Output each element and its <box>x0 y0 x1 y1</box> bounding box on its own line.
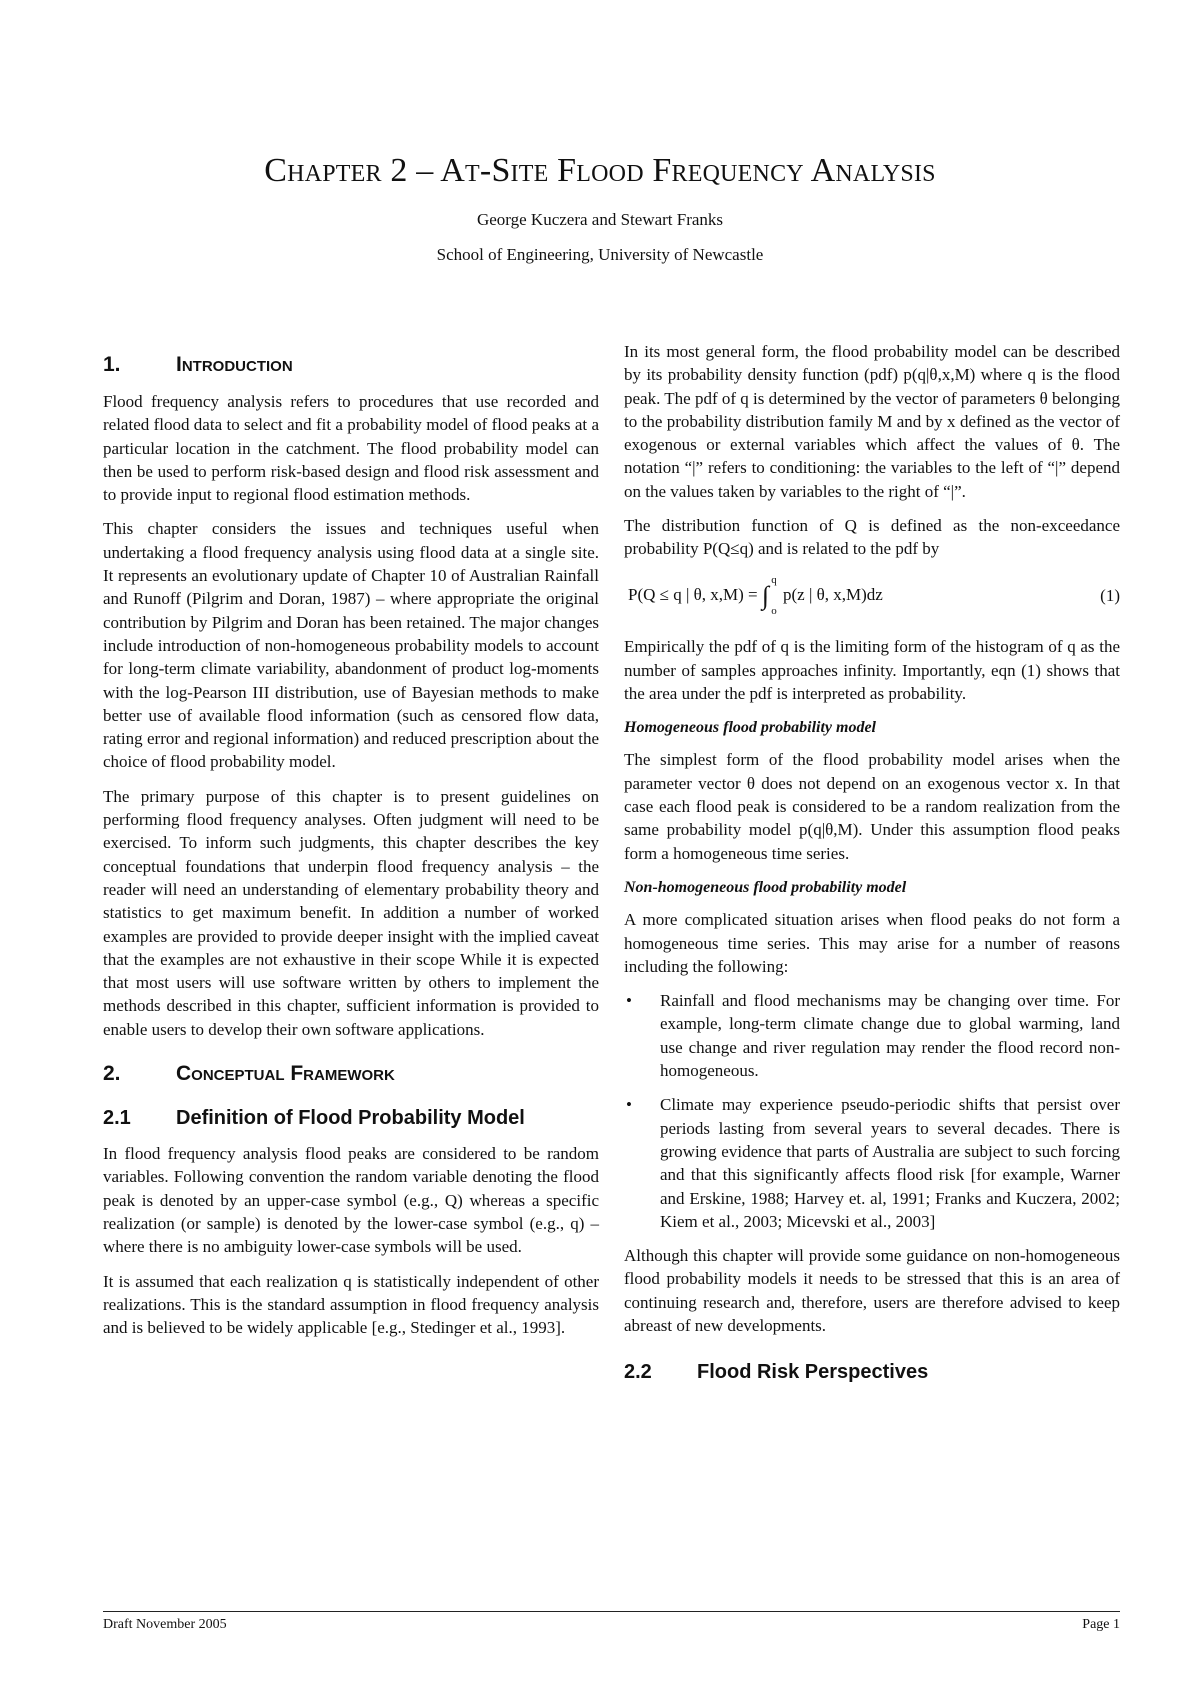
chapter-title: Chapter 2 – At-Site Flood Frequency Analysis <box>264 152 936 189</box>
subsection-heading-flood-risk <box>624 1359 1120 1386</box>
paragraph: Flood frequency analysis refers to procedures that use recorded and related flood data to select and fit a probability model of flood peaks at a particular location in the catchment. The flood probability model can then be used to perform risk-based design and flood risk assessment and to provide input to regional flood estimation methods. <box>103 392 599 505</box>
paragraph: Empirically the pdf of q is the limiting form of the histogram of q as the number of samples approaches infinity. Importantly, eqn (1) shows that the area under the pdf is interpreted as probability. <box>624 637 1120 703</box>
heading-homogeneous-model: Homogeneous flood probability model <box>624 719 876 737</box>
subsection-number: 2.2 <box>624 1361 652 1384</box>
subsection-title: Definition of Flood Probability Model <box>176 1107 525 1130</box>
footer-page-number: Page 1 <box>1082 1617 1120 1632</box>
paragraph: The simplest form of the flood probability model arises when the parameter vector θ does not depend on an exogenous vector x. In that case each flood peak is considered to be a random realization from the same probability model p(q|θ,M). Under this assumption flood peaks form a homogeneous time series. <box>624 750 1120 863</box>
integral-upper-limit: q <box>771 573 777 586</box>
list-item <box>624 1093 1120 1233</box>
paragraph: The distribution function of Q is defined as the non-exceedance probability P(Q≤q) and is related to the pdf by <box>624 516 1120 559</box>
paragraph: Although this chapter will provide some guidance on non-homogeneous flood probability models it needs to be stressed that this is an area of continuing research and, therefore, users are therefore advised to keep abreast of new developments. <box>624 1246 1120 1335</box>
paragraph: This chapter considers the issues and techniques useful when undertaking a flood frequency analysis using flood data at a single site. It represents an evolutionary update of Chapter 10 of Australian Rainfall and Runoff (Pilgrim and Doran, 1987) – where appropriate the original contribution by Pilgrim and Doran has been retained. The major changes include introduction of non-homogeneous probability models to account for long-term climate variability, abandonment of product log-moments with the log-Pearson III distribution, use of Bayesian methods to make better use of available flood information (such as censored flow data, rating error and regional information) and reduced prescription about the choice of flood probability model. <box>103 519 599 772</box>
section-heading-conceptual-framework <box>103 1061 599 1087</box>
bullet-icon: • <box>626 1095 632 1115</box>
paragraph: A more complicated situation arises when flood peaks do not form a homogeneous time series. This may arise for a number of reasons including the following: <box>624 910 1120 976</box>
right-column <box>624 340 1120 1396</box>
subsection-number: 2.1 <box>103 1107 131 1130</box>
section-heading-introduction <box>103 352 599 378</box>
equation-number: (1) <box>1100 586 1120 606</box>
bullet-list <box>624 989 1120 1233</box>
equation-lhs: P(Q ≤ q | θ, x,M) = <box>628 584 758 604</box>
integral-lower-limit: o <box>771 604 777 617</box>
bullet-icon: • <box>626 991 632 1011</box>
integral-limits <box>771 573 777 620</box>
equation-body <box>624 573 1080 620</box>
affiliation: School of Engineering, University of Newcastle <box>436 245 764 264</box>
footer-divider <box>103 1611 1120 1612</box>
paragraph: The primary purpose of this chapter is to present guidelines on performing flood frequency analyses. Often judgment will need to be exercised. To inform such judgments, this chapter describes the key conceptual foundations that underpin flood frequency analysis – the reader will need an understanding of elementary probability theory and statistics to get maximum benefit. In addition a number of worked examples are provided to provide deeper insight with the implied caveat that the examples are not exhaustive in their scope While it is expected that most users will use software written by others to implement the methods described in this chapter, sufficient information is provided to enable users to develop their own software applications. <box>103 786 599 1039</box>
paragraph: In flood frequency analysis flood peaks are considered to be random variables. Following convention the random variable denoting the flood peak is denoted by an upper-case symbol (e.g., Q) whereas a specific realization (or sample) is denoted by the lower-case symbol (e.g., q) – where there is no ambiguity lower-case symbols will be used. <box>103 1144 599 1257</box>
heading-non-homogeneous-model: Non-homogeneous flood probability model <box>624 878 907 896</box>
section-title: Conceptual Framework <box>176 1062 395 1086</box>
list-item <box>624 989 1120 1082</box>
authors: George Kuczera and Stewart Franks <box>476 210 724 229</box>
subsection-title: Flood Risk Perspectives <box>697 1361 929 1384</box>
section-number: 1. <box>103 353 121 376</box>
equation-integrand: p(z | θ, x,M)dz <box>783 584 883 604</box>
section-title: Introduction <box>176 353 293 376</box>
section-number: 2. <box>103 1062 121 1086</box>
integral-symbol: ∫ <box>761 581 770 611</box>
paragraph: It is assumed that each realization q is statistically independent of other realizations. This is the standard assumption in flood frequency analysis and is believed to be widely applicable [e.g., Stedinger et al., 1993]. <box>103 1271 599 1338</box>
footer-draft-date: Draft November 2005 <box>103 1617 227 1632</box>
list-item-text: Climate may experience pseudo-periodic shifts that persist over periods lasting from several years to several decades. There is growing evidence that parts of Australia are subject to such forcing and that this significantly affects flood risk [for example, Warner and Erskine, 1988; Harvey et. al, 1991; Franks and Kuczera, 2002; Kiem et al., 2003; Micevski et al., 2003] <box>660 1095 1120 1231</box>
paragraph: In its most general form, the flood probability model can be described by its probability density function (pdf) p(q|θ,x,M) where q is the flood peak. The pdf of q is determined by the vector of parameters θ belonging to the probability distribution family M and by x defined as the vector of exogenous or external variables which affect the values of θ. The notation “|” refers to conditioning: the variables to the left of “|” depend on the values taken by variables to the right of “|”. <box>624 342 1120 501</box>
equation-1 <box>624 573 1120 620</box>
left-column <box>103 352 599 1350</box>
list-item-text: Rainfall and flood mechanisms may be changing over time. For example, long-term climate change due to global warming, land use change and river regulation may render the flood record non-homogeneous. <box>660 991 1120 1081</box>
subsection-heading-definition <box>103 1105 599 1132</box>
